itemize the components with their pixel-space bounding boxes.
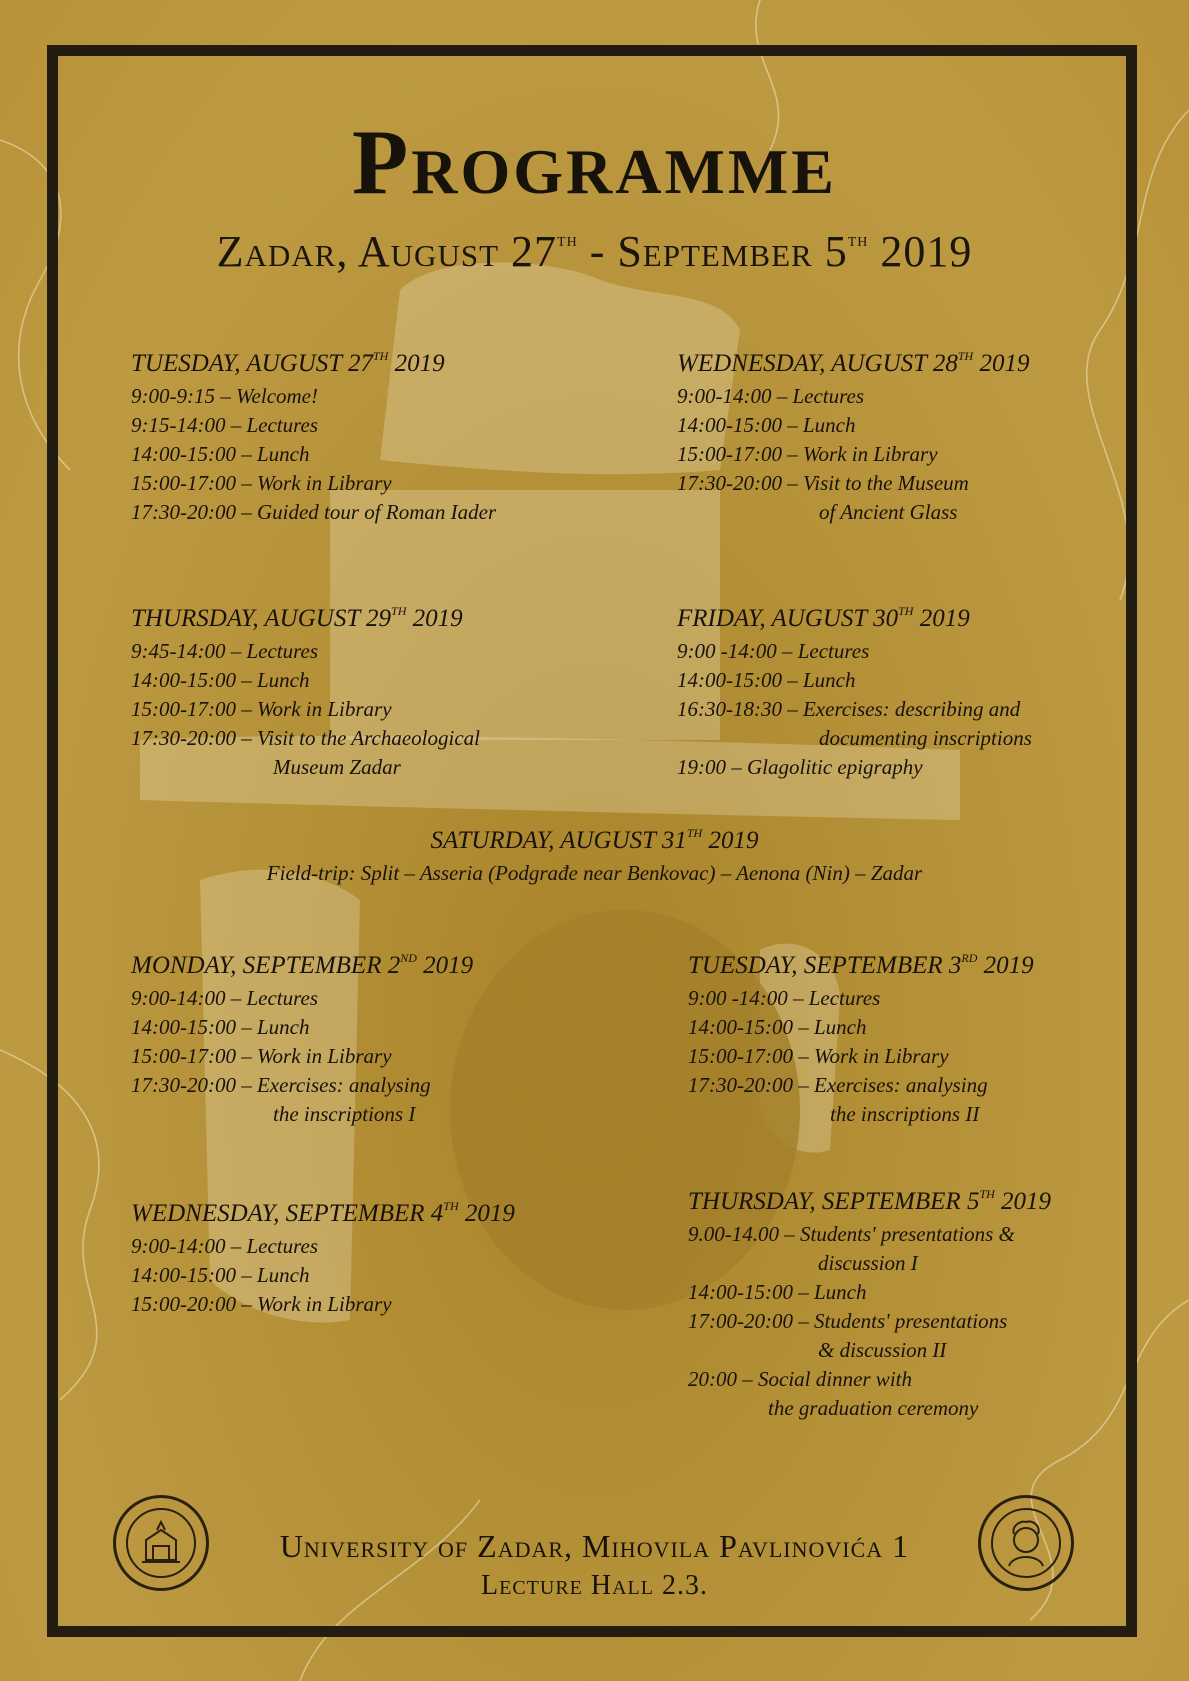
day-friday-aug-30 bbox=[677, 604, 1032, 782]
schedule-line: Field-trip: Split – Asseria (Podgrađe near Benkovac) – Aenona (Nin) – Zadar bbox=[266, 861, 923, 885]
schedule-line: 14:00-15:00 – Lunch bbox=[688, 1280, 867, 1304]
schedule-line: 15:00-17:00 – Work in Library bbox=[688, 1044, 949, 1068]
day-heading: WEDNESDAY, SEPTEMBER 4TH 2019 bbox=[131, 1199, 515, 1227]
schedule-line: 15:00-20:00 – Work in Library bbox=[131, 1292, 392, 1316]
page-subtitle: Zadar, August 27th - September 5th 2019 bbox=[216, 227, 973, 276]
schedule-line: 9:00-14:00 – Lectures bbox=[131, 986, 319, 1010]
schedule-line: 17:30-20:00 – Exercises: analysing bbox=[131, 1073, 431, 1097]
schedule-line: 14:00-15:00 – Lunch bbox=[677, 668, 856, 692]
day-heading: WEDNESDAY, AUGUST 28TH 2019 bbox=[677, 349, 1030, 377]
schedule-line: 15:00-17:00 – Work in Library bbox=[131, 697, 392, 721]
day-monday-sep-2 bbox=[131, 951, 473, 1129]
schedule-line: 19:00 – Glagolitic epigraphy bbox=[677, 755, 923, 779]
schedule-line: 14:00-15:00 – Lunch bbox=[131, 1015, 310, 1039]
schedule-line: 9:00 -14:00 – Lectures bbox=[677, 639, 870, 663]
schedule-line: 15:00-17:00 – Work in Library bbox=[131, 471, 392, 495]
schedule-line: 14:00-15:00 – Lunch bbox=[131, 1263, 310, 1287]
day-heading: THURSDAY, AUGUST 29TH 2019 bbox=[131, 604, 463, 632]
schedule-line: documenting inscriptions bbox=[819, 726, 1032, 750]
schedule-line: 16:30-18:30 – Exercises: describing and bbox=[677, 697, 1021, 721]
day-heading: THURSDAY, SEPTEMBER 5TH 2019 bbox=[688, 1187, 1052, 1215]
day-saturday-aug-31 bbox=[0, 826, 1189, 888]
schedule-line: 9:00-9:15 – Welcome! bbox=[131, 384, 319, 408]
day-heading: SATURDAY, AUGUST 31TH 2019 bbox=[430, 826, 759, 854]
schedule-line: the inscriptions II bbox=[830, 1102, 980, 1126]
footer-address: University of Zadar, Mihovila Pavlinovića 1 bbox=[279, 1528, 910, 1564]
day-tuesday-sep-3 bbox=[688, 951, 1034, 1129]
schedule-line: 9.00-14.00 – Students' presentations & bbox=[688, 1222, 1015, 1246]
schedule-line: Museum Zadar bbox=[273, 755, 401, 779]
schedule-line: the inscriptions I bbox=[273, 1102, 416, 1126]
schedule-line: 20:00 – Social dinner with bbox=[688, 1367, 912, 1391]
schedule-line: 9:45-14:00 – Lectures bbox=[131, 639, 319, 663]
schedule-line: 15:00-17:00 – Work in Library bbox=[131, 1044, 392, 1068]
day-wednesday-sep-4 bbox=[131, 1199, 515, 1319]
schedule-line: 17:30-20:00 – Visit to the Archaeological bbox=[131, 726, 480, 750]
schedule-line: 14:00-15:00 – Lunch bbox=[688, 1015, 867, 1039]
day-thursday-sep-5 bbox=[688, 1187, 1051, 1423]
day-tuesday-aug-27 bbox=[131, 349, 496, 527]
day-heading: TUESDAY, SEPTEMBER 3RD 2019 bbox=[688, 951, 1034, 979]
footer-hall: Lecture Hall 2.3. bbox=[481, 1570, 708, 1601]
page-title: Programme bbox=[352, 111, 837, 213]
schedule-line: of Ancient Glass bbox=[819, 500, 958, 524]
day-wednesday-aug-28 bbox=[677, 349, 1029, 527]
day-heading: FRIDAY, AUGUST 30TH 2019 bbox=[677, 604, 970, 632]
schedule-line: the graduation ceremony bbox=[768, 1396, 979, 1420]
day-heading: TUESDAY, AUGUST 27TH 2019 bbox=[131, 349, 445, 377]
schedule-line: 17:30-20:00 – Guided tour of Roman Iader bbox=[131, 500, 497, 524]
schedule-line: 14:00-15:00 – Lunch bbox=[677, 413, 856, 437]
schedule-line: 15:00-17:00 – Work in Library bbox=[677, 442, 938, 466]
schedule-line: discussion I bbox=[818, 1251, 918, 1275]
schedule-line: 9:00-14:00 – Lectures bbox=[677, 384, 865, 408]
schedule-line: 14:00-15:00 – Lunch bbox=[131, 668, 310, 692]
schedule-line: & discussion II bbox=[818, 1338, 947, 1362]
day-thursday-aug-29 bbox=[131, 604, 480, 782]
schedule-line: 17:30-20:00 – Exercises: analysing bbox=[688, 1073, 988, 1097]
schedule-line: 17:30-20:00 – Visit to the Museum bbox=[677, 471, 969, 495]
schedule-line: 9:00 -14:00 – Lectures bbox=[688, 986, 881, 1010]
schedule-line: 14:00-15:00 – Lunch bbox=[131, 442, 310, 466]
schedule-line: 9:00-14:00 – Lectures bbox=[131, 1234, 319, 1258]
schedule-line: 17:00-20:00 – Students' presentations bbox=[688, 1309, 1008, 1333]
schedule-line: 9:15-14:00 – Lectures bbox=[131, 413, 319, 437]
day-heading: MONDAY, SEPTEMBER 2ND 2019 bbox=[131, 951, 474, 979]
